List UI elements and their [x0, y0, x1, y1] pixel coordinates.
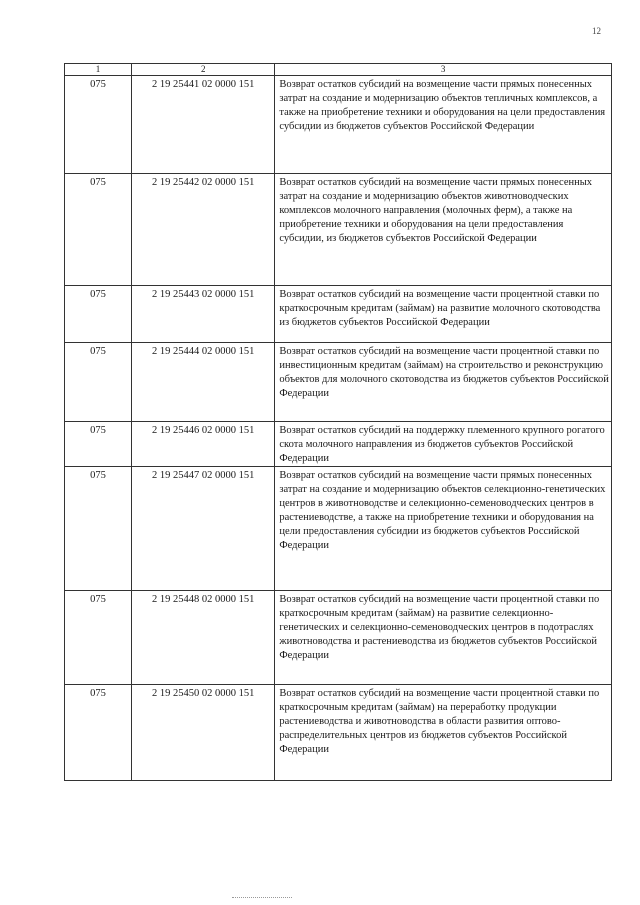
description-cell: Возврат остатков субсидий на поддержку племенного крупного рогатого скота молочного направления из бюджетов субъектов Российской Федерации [275, 422, 612, 467]
budget-code-cell: 2 19 25444 02 0000 151 [132, 343, 275, 422]
admin-code-cell: 075 [65, 422, 132, 467]
admin-code-cell: 075 [65, 174, 132, 286]
description-cell: Возврат остатков субсидий на возмещение части процентной ставки по инвестиционным кредитам (займам) на строительство и реконструкцию объектов для молочного скотоводства из бюджетов субъектов Российской Федерации [275, 343, 612, 422]
budget-code-cell: 2 19 25447 02 0000 151 [132, 467, 275, 591]
scan-mark [232, 897, 292, 898]
description-cell: Возврат остатков субсидий на возмещение части прямых понесенных затрат на создание и модернизацию объектов животноводческих комплексов молочного направления (молочных ферм), а также на приобретение техники и оборудования на цели предоставления субсидии, из бюджетов субъектов Российской Федерации [275, 174, 612, 286]
table-row [65, 467, 612, 591]
table-row [65, 286, 612, 343]
table-row [65, 174, 612, 286]
budget-code-cell: 2 19 25450 02 0000 151 [132, 685, 275, 781]
budget-code-cell: 2 19 25443 02 0000 151 [132, 286, 275, 343]
description-cell: Возврат остатков субсидий на возмещение части прямых понесенных затрат на создание и модернизацию объектов селекционно-генетических центров в животноводстве и селекционно-семеноводческих центров в растениеводстве, а также на приобретение техники и оборудования на цели предоставления субсидии из бюджетов субъектов Российской Федерации [275, 467, 612, 591]
budget-code-cell: 2 19 25442 02 0000 151 [132, 174, 275, 286]
table-row [65, 76, 612, 174]
table-row [65, 685, 612, 781]
admin-code-cell: 075 [65, 286, 132, 343]
table-row [65, 591, 612, 685]
description-cell: Возврат остатков субсидий на возмещение части прямых понесенных затрат на создание и модернизацию объектов тепличных комплексов, а также на приобретение техники и оборудования на цели предоставления субсидии из бюджетов субъектов Российской Федерации [275, 76, 612, 174]
budget-code-cell: 2 19 25446 02 0000 151 [132, 422, 275, 467]
admin-code-cell: 075 [65, 343, 132, 422]
budget-code-cell: 2 19 25441 02 0000 151 [132, 76, 275, 174]
table-row [65, 343, 612, 422]
column-header-3: 3 [275, 64, 612, 76]
budget-codes-table [64, 63, 612, 781]
description-cell: Возврат остатков субсидий на возмещение части процентной ставки по краткосрочным кредитам (займам) на переработку продукции растениеводства и животноводства в области развития оптово-распределительных центров из бюджетов субъектов Российской Федерации [275, 685, 612, 781]
column-header-2: 2 [132, 64, 275, 76]
table-header-row [65, 64, 612, 76]
admin-code-cell: 075 [65, 76, 132, 174]
description-cell: Возврат остатков субсидий на возмещение части процентной ставки по краткосрочным кредитам (займам) на развитие селекционно-генетических и селекционно-семеноводческих центров в подотраслях животноводства и растениеводства из бюджетов субъектов Российской Федерации [275, 591, 612, 685]
admin-code-cell: 075 [65, 467, 132, 591]
admin-code-cell: 075 [65, 685, 132, 781]
budget-code-cell: 2 19 25448 02 0000 151 [132, 591, 275, 685]
column-header-1: 1 [65, 64, 132, 76]
table-row [65, 422, 612, 467]
admin-code-cell: 075 [65, 591, 132, 685]
page-number: 12 [592, 26, 601, 36]
description-cell: Возврат остатков субсидий на возмещение части процентной ставки по краткосрочным кредитам (займам) на развитие молочного скотоводства из бюджетов субъектов Российской Федерации [275, 286, 612, 343]
